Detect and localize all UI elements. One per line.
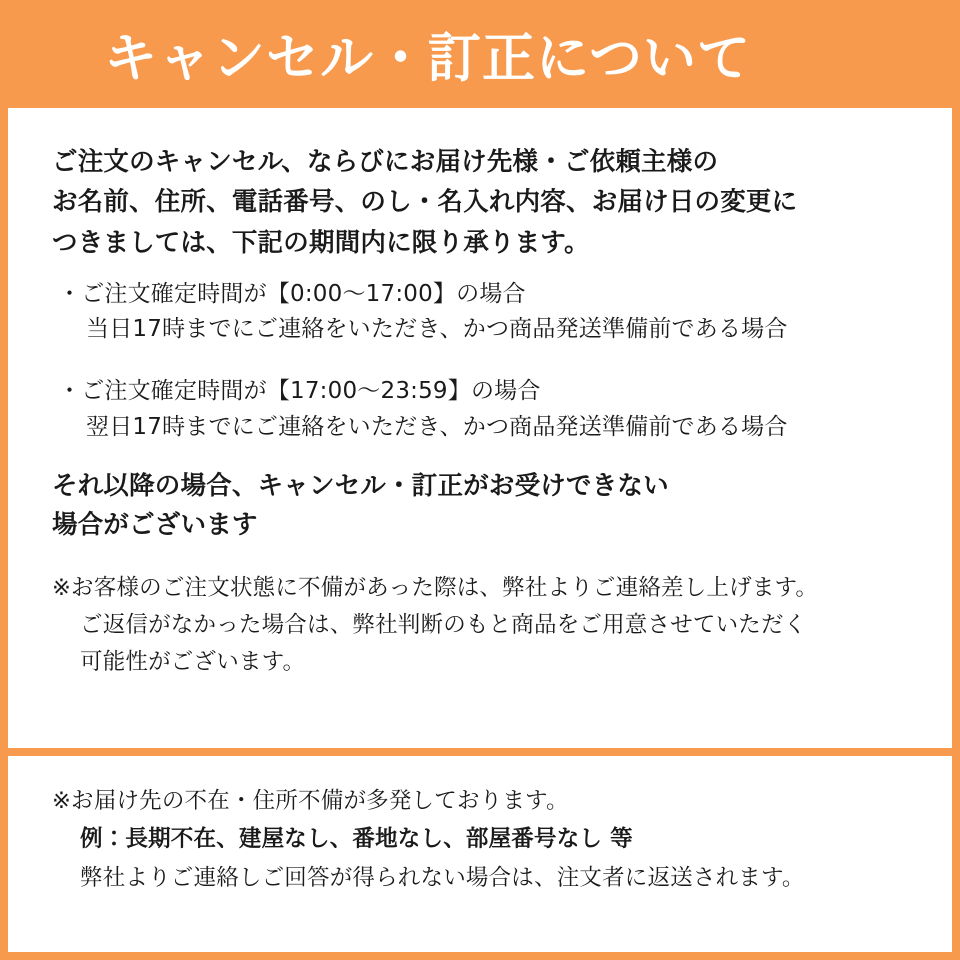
lead-line-3: つきましては、下記の期間内に限り承ります。 [52,227,590,258]
page-title: キャンセル・訂正について [104,27,751,89]
footer-line-2-example: 例：長期不在、建屋なし、番地なし、部屋番号なし 等 [80,826,633,853]
condition-spacer [52,352,912,374]
lead-line-1: ご注文のキャンセル、ならびにお届け先様・ご依頼主様の [52,147,719,177]
condition-detail-1: 当日17時までにご連絡をいただき、かつ商品発送準備前である場合 [86,316,788,343]
emphasis-paragraph [52,467,912,544]
footer-line-1: ※お届け先の不在・住所不備が多発しております。 [52,788,569,814]
condition-title-1: ・ご注文確定時間が【0:00〜17:00】の場合 [58,280,526,307]
note-line-1: ※お客様のご注文状態に不備があった際は、弊社よりご連絡差し上げます。 [52,574,819,601]
condition-title-2: ・ご注文確定時間が【17:00〜23:59】の場合 [58,378,541,405]
condition-detail-2: 翌日17時までにご連絡をいただき、かつ商品発送準備前である場合 [86,413,788,440]
note-line-3: 可能性がございます。 [80,649,306,676]
footer-content [8,756,952,952]
notice-card [8,8,952,952]
emphasis-line-1: それ以降の場合、キャンセル・訂正がお受けできない [52,471,669,502]
lead-line-2: お名前、住所、電話番号、のし・名入れ内容、お届け日の変更に [52,187,798,218]
section-divider [8,748,952,756]
footer-line-3: 弊社よりご連絡しご回答が得られない場合は、注文者に返送されます。 [80,864,805,891]
main-content [8,108,952,748]
condition-item-1 [52,277,912,348]
condition-item-2 [52,374,912,445]
emphasis-line-2: 場合がございます [52,509,258,540]
lead-paragraph [52,142,912,263]
note-line-2: ご返信がなかった場合は、弊社判断のもと商品をご用意させていただく [80,612,807,639]
note-paragraph [52,570,912,681]
page-header [8,8,952,108]
